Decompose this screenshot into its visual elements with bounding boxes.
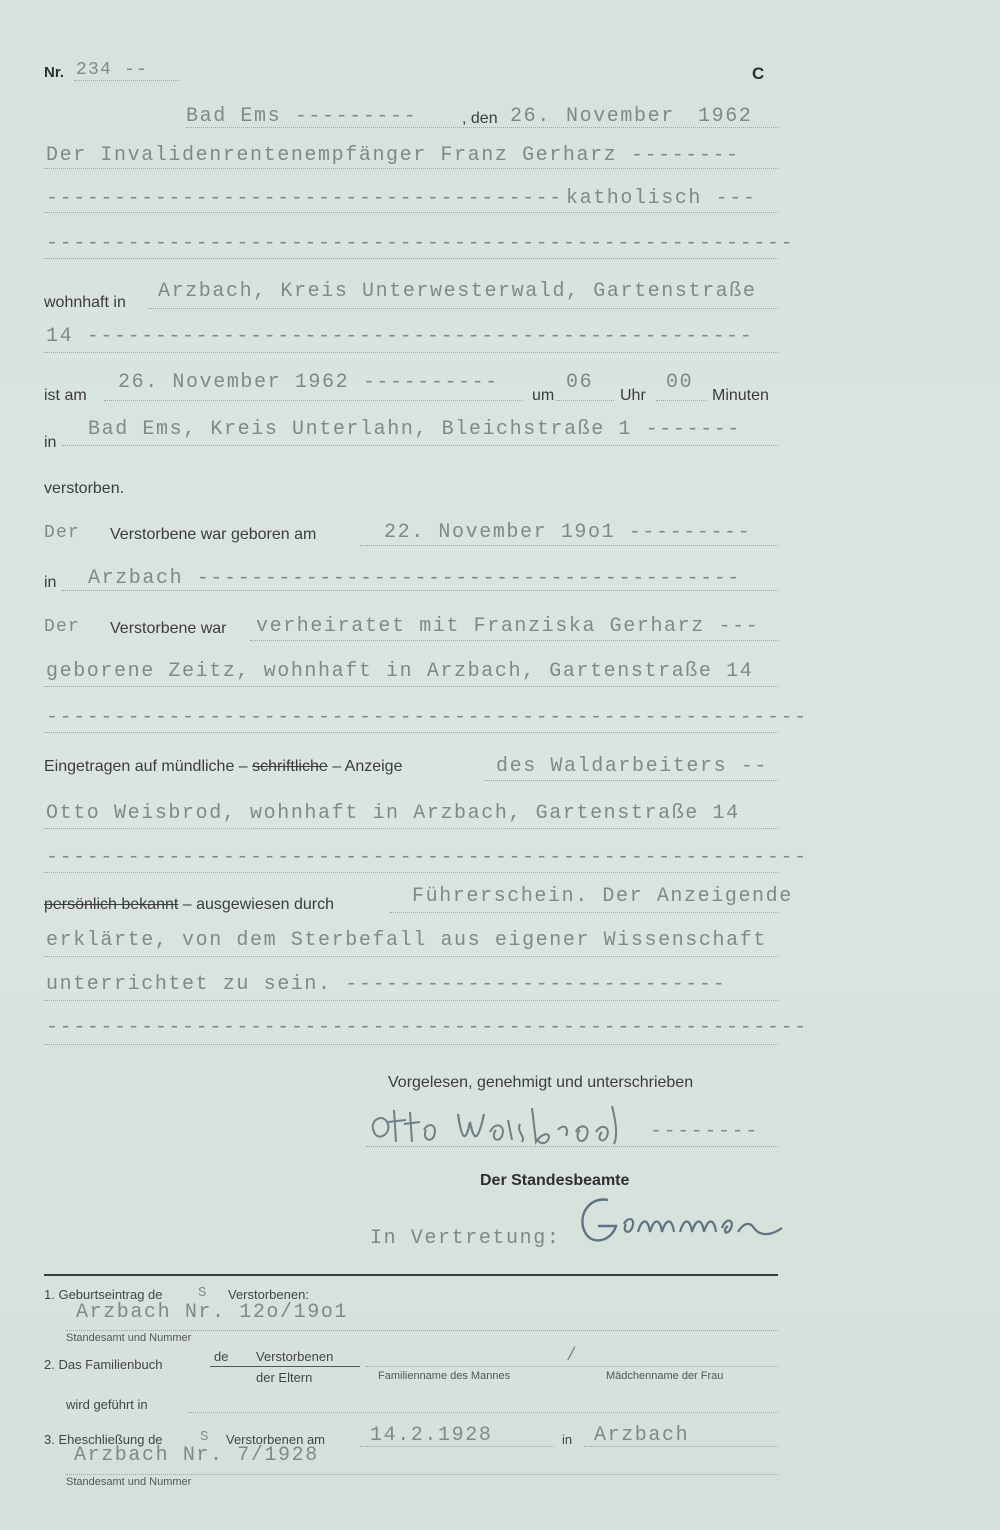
den-label: , den [462,110,498,127]
marriage-line-2: geborene Zeitz, wohnhaft in Arzbach, Gartenstraße 14 [46,660,754,683]
birth-der-typed: Der [44,523,81,543]
birth-date: 22. November 19o1 --------- [384,521,752,544]
footnote-2-slash: / [566,1346,579,1366]
death-minute: 00 [666,371,694,394]
verstorben-label: verstorben. [44,480,125,497]
signature-otto-weisbrod [366,1102,646,1152]
um-label: um [532,387,555,404]
registration-line-2: Otto Weisbrod, wohnhaft in Arzbach, Gartenstraße 14 [46,802,740,825]
identification-label-suffix: – ausgewiesen durch [182,896,334,913]
footnote-1-value: Arzbach Nr. 12o/19o1 [76,1301,349,1324]
identification-line-2: erklärte, von dem Sterbefall aus eigener Wissenschaft [46,929,767,952]
footnote-2-label: 2. Das Familienbuch [44,1357,163,1372]
footnote-3-typed-s: S [200,1429,210,1445]
registration-label-prefix: Eingetragen auf mündliche – [44,758,248,775]
marriage-line-3: -------------------------------------------------------- [46,706,808,729]
footnote-2-de: de [214,1349,229,1364]
death-in-label: in [44,434,57,451]
signature-1-dashes: -------- [650,1120,759,1143]
registration-label-struck: schriftliche [252,758,328,775]
footnote-3-value: Arzbach Nr. 7/1928 [74,1444,319,1467]
footnote-2-caption-wife: Mädchenname der Frau [606,1370,724,1382]
in-vertretung: In Vertretung: [370,1227,561,1250]
footnote-3-label: 3. Eheschließung de [44,1432,163,1447]
birth-label: Verstorbene war geboren am [110,526,317,543]
signature-registrar [568,1188,788,1258]
registration-label-suffix: – Anzeige [332,758,403,775]
identification-line-4: -------------------------------------------------------- [46,1016,808,1039]
date-month: November [566,105,675,128]
footnote-3-place: Arzbach [594,1424,690,1447]
marriage-label: Verstorbene war [110,620,227,637]
footnote-1-suffix: Verstorbenen: [228,1287,309,1302]
nr-value: 234 -- [76,60,149,80]
ist-am-label: ist am [44,387,87,404]
corner-letter: C [752,64,765,83]
place-typed: Bad Ems --------- [186,105,418,128]
footnote-3-in: in [562,1432,573,1447]
identification-label-struck: persönlich bekannt [44,896,179,913]
footnote-1-caption: Standesamt und Nummer [66,1332,192,1344]
marriage-line-1: verheiratet mit Franziska Gerharz --- [256,615,760,638]
identification-line-1: Führerschein. Der Anzeigende [412,885,793,908]
death-hour: 06 [566,371,594,394]
birth-place: Arzbach ---------------------------------------- [88,567,741,590]
date-day: 26. [510,105,551,128]
footnote-1-label: 1. Geburtseintrag de [44,1287,163,1302]
death-date: 26. November 1962 ---------- [118,371,499,394]
person-line-1: Der Invalidenrentenempfänger Franz Gerharz -------- [46,144,740,167]
religion: katholisch --- [566,187,757,210]
registration-line-3: -------------------------------------------------------- [46,846,808,869]
person-line-2-dashes: -------------------------------------- [46,187,563,210]
footnote-1-typed-s: S [198,1285,208,1301]
uhr-label: Uhr [620,387,646,404]
date-year: 1962 [698,105,753,128]
footnote-3-date: 14.2.1928 [370,1424,493,1447]
footnote-2-wird: wird geführt in [66,1397,148,1412]
footnote-2-caption-man: Familienname des Mannes [378,1370,511,1382]
residence-line-1: Arzbach, Kreis Unterwesterwald, Gartenstraße [158,280,757,303]
birth-in-label: in [44,574,57,591]
registration-line-1: des Waldarbeiters -- [496,755,769,778]
minuten-label: Minuten [712,387,769,404]
footnote-2-verst: Verstorbenen [256,1349,334,1364]
nr-label: Nr. [44,64,65,81]
footnote-2-eltern: der Eltern [256,1370,313,1385]
marriage-der-typed: Der [44,617,81,637]
wohnhaft-label: wohnhaft in [44,294,126,311]
residence-line-2: 14 ------------------------------------------------- [46,325,754,348]
registrar-title: Der Standesbeamte [480,1172,630,1189]
footnote-3-mid: Verstorbenen am [226,1432,326,1447]
footnote-3-caption: Standesamt und Nummer [66,1476,192,1488]
identification-label [44,896,334,914]
death-place: Bad Ems, Kreis Unterlahn, Bleichstraße 1 ------- [88,418,741,441]
read-approved-label: Vorgelesen, genehmigt und unterschrieben [388,1074,694,1091]
identification-line-3: unterrichtet zu sein. ---------------------------- [46,973,727,996]
registration-label [44,758,402,776]
person-line-3: ------------------------------------------------------- [46,232,795,255]
